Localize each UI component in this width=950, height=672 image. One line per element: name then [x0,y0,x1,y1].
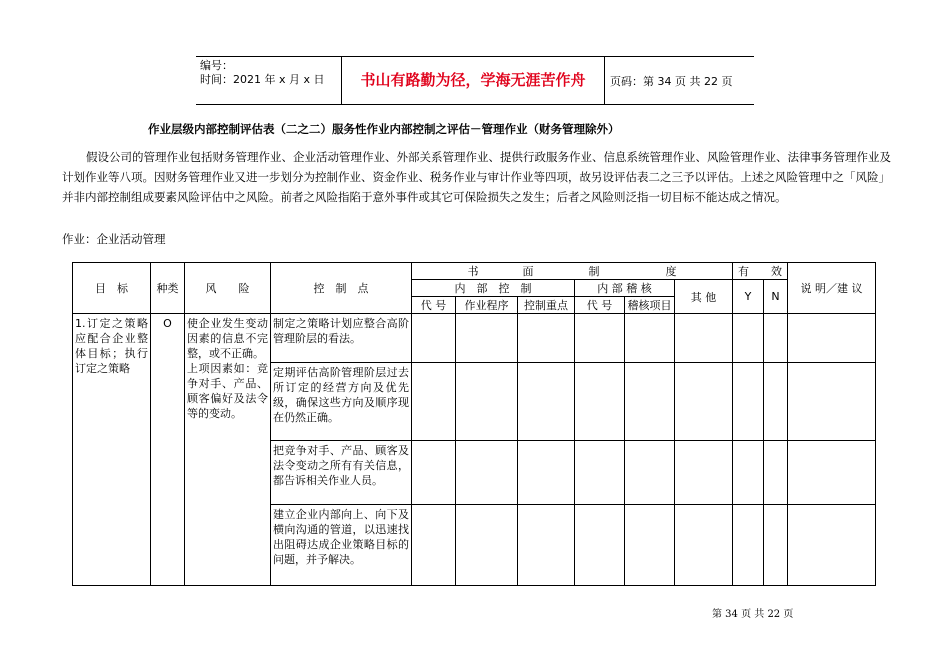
header-code-1: 代 号 [412,297,456,314]
empty-cell [412,505,456,586]
header-internal-audit: 内 部 稽 核 [575,280,675,297]
empty-cell [575,363,625,441]
empty-cell [788,314,876,363]
header-key-control: 控制重点 [518,297,575,314]
evaluation-table [72,262,876,586]
empty-cell [518,505,575,586]
header-yes: Y [733,280,764,314]
control-point-cell: 定期评估高阶管理阶层过去所订定的经营方向及优先级，确保这些方向及顺序现在仍然正确。 [271,363,412,441]
header-meta [200,59,325,87]
empty-cell [625,441,675,505]
header-other: 其 他 [675,280,733,314]
header-procedure: 作业程序 [456,297,518,314]
empty-cell [518,441,575,505]
control-point-cell: 把竞争对手、产品、顾客及法令变动之所有有关信息，都告诉相关作业人员。 [271,441,412,505]
goal-cell: 1.订定之策略应配合企业整体目标；执行订定之策略 [73,314,151,586]
empty-cell [456,441,518,505]
empty-cell [456,314,518,363]
empty-cell [764,314,788,363]
header-note: 说 明／建 议 [788,263,876,314]
header-control-point: 控 制 点 [271,263,412,314]
empty-cell [733,441,764,505]
empty-cell [575,314,625,363]
empty-cell [788,441,876,505]
page-header [196,56,754,105]
empty-cell [412,441,456,505]
empty-cell [412,363,456,441]
header-type: 种类 [151,263,185,314]
empty-cell [518,314,575,363]
table-row [73,314,876,363]
page-footer: 第 34 页 共 22 页 [712,609,794,620]
header-risk: 风 险 [185,263,271,314]
header-internal-control: 内 部 控 制 [412,280,575,297]
page-label: 页码：第 34 页 共 22 页 [610,75,733,88]
empty-cell [675,363,733,441]
risk-cell: 使企业发生变动因素的信息不完整，或不正确。 上项因素如：竞争对手、产品、顾客偏好及法令等的变动。 [185,314,271,586]
operation-label: 作业：企业活动管理 [62,232,166,246]
empty-cell [625,505,675,586]
header-code-2: 代 号 [575,297,625,314]
empty-cell [764,363,788,441]
empty-cell [575,441,625,505]
header-written-system: 书 面 制 度 [412,263,733,280]
header-valid: 有 效 [733,263,788,280]
header-audit-item: 稽核项目 [625,297,675,314]
empty-cell [625,314,675,363]
intro-paragraph: 假设公司的管理作业包括财务管理作业、企业活动管理作业、外部关系管理作业、提供行政服务作业、信息系统管理作业、风险管理作业、法律事务管理作业及计划作业等八项。因财务管理作业又进一步划分为控制作业、资金作业、税务作业与审计作业等四项，故另设评估表二之三予以评估。上述之风险管理中之「风险」并非内部控制组成要素风险评估中之风险。前者之风险指陷于意外事件或其它可保险损失之发生；后者之风险则泛指一切目标不能达成之情况。 [62,150,891,204]
empty-cell [733,363,764,441]
document-title: 作业层级内部控制评估表（二之二）服务性作业内部控制之评估－管理作业（财务管理除外） [148,122,620,136]
number-label: 编号： [200,59,233,72]
header-no: N [764,280,788,314]
empty-cell [675,505,733,586]
empty-cell [518,363,575,441]
empty-cell [456,505,518,586]
type-cell: O [151,314,185,586]
empty-cell [675,441,733,505]
empty-cell [412,314,456,363]
control-point-cell: 制定之策略计划应整合高阶管理阶层的看法。 [271,314,412,363]
empty-cell [788,363,876,441]
header-goal: 目 标 [73,263,151,314]
control-point-cell: 建立企业内部向上、向下及横向沟通的管道，以迅速找出阻碍达成企业策略目标的问题，并予解决。 [271,505,412,586]
empty-cell [733,505,764,586]
empty-cell [764,441,788,505]
time-label: 时间：2021 年 x 月 x 日 [200,73,325,86]
empty-cell [675,314,733,363]
empty-cell [575,505,625,586]
empty-cell [625,363,675,441]
empty-cell [764,505,788,586]
empty-cell [733,314,764,363]
empty-cell [788,505,876,586]
empty-cell [456,363,518,441]
motto: 书山有路勤为径，学海无涯苦作舟 [341,57,605,104]
